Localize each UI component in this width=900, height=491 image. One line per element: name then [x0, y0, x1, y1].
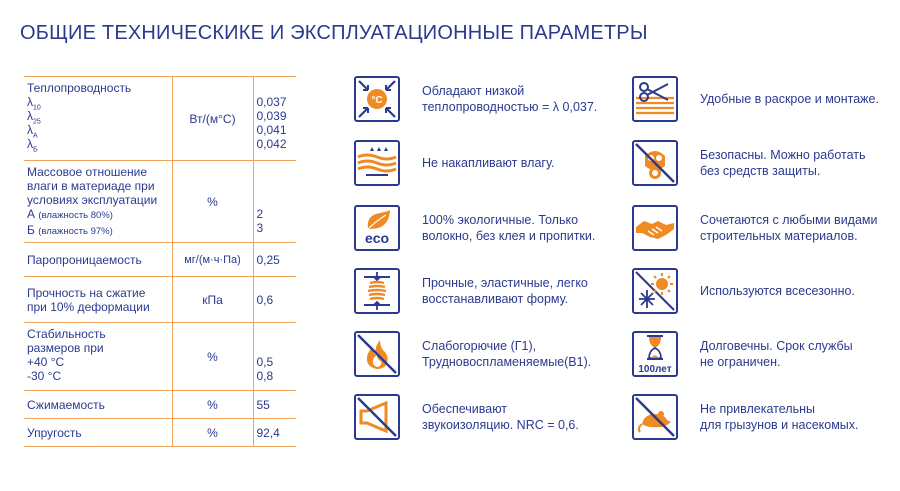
table-row [24, 277, 296, 323]
feature-item [354, 268, 588, 314]
lambda-25: $\lambda_{25}$ [27, 109, 41, 126]
hourglass-icon [632, 331, 678, 377]
param-unit: % [172, 391, 253, 419]
param-unit: мг/(м·ч·Па) [172, 243, 253, 277]
thermal-icon [354, 76, 400, 122]
no-rodent-icon [632, 394, 678, 440]
season-icon [632, 268, 678, 314]
feature-text: Не привлекательны для грызунов и насекомых. [700, 402, 859, 432]
param-name: Теплопроводность [27, 81, 132, 95]
feature-item [632, 331, 853, 377]
param-label: Б [27, 223, 35, 237]
feature-text: Сочетаются с любыми видами строительных материалов. [700, 213, 878, 243]
elastic-icon [354, 268, 400, 314]
param-note: (влажность 97%) [38, 226, 113, 237]
table-row [24, 243, 296, 277]
lambda-b: $\lambda_Б$ [27, 137, 38, 154]
sound-icon [354, 394, 400, 440]
param-name: Прочность на сжатие [27, 286, 146, 300]
param-name: при 10% деформации [27, 300, 150, 314]
param-value: 0,6 [253, 277, 296, 323]
table-row [24, 161, 296, 243]
feature-text: Обладают низкой теплопроводностью = λ 0,037. [422, 84, 598, 114]
feature-text: Удобные в раскрое и монтаже. [700, 92, 879, 106]
param-unit: кПа [172, 277, 253, 323]
moisture-icon [354, 140, 400, 186]
param-name: размеров при [27, 341, 104, 355]
param-unit: % [172, 419, 253, 447]
param-value: 0,042 [256, 137, 287, 151]
feature-text: 100% экологичные. Только волокно, без клея и пропитки. [422, 213, 596, 243]
scissors-icon [632, 76, 678, 122]
fire-icon [354, 331, 400, 377]
table-row [24, 323, 296, 391]
param-value: 92,4 [253, 419, 296, 447]
param-name: Массовое отношение [27, 165, 148, 179]
feature-text: Безопасны. Можно работать без средств защиты. [700, 148, 866, 178]
param-label: А [27, 207, 36, 221]
param-value: 55 [253, 391, 296, 419]
feature-item [632, 394, 859, 440]
feature-item [632, 140, 866, 186]
param-value: 0,8 [256, 369, 274, 383]
feature-item [354, 205, 595, 251]
param-name: влаги в материаде при [27, 179, 155, 193]
feature-text: Обеспечивают звукоизоляцию. NRC = 0,6. [422, 402, 579, 432]
handshake-icon [632, 205, 678, 251]
feature-item [354, 331, 591, 377]
param-unit: Вт/(м°С) [172, 77, 253, 161]
param-value: 2 [256, 207, 264, 221]
param-name: Упругость [24, 419, 172, 447]
param-value: 0,5 [256, 355, 274, 369]
hourglass-badge: 100лет [638, 364, 672, 375]
no-mask-icon [632, 140, 678, 186]
param-value: 0,037 [256, 95, 287, 109]
param-temp: -30 °С [27, 369, 62, 383]
param-name: условиях эксплуатации [27, 193, 158, 207]
thermal-badge: °C [371, 95, 383, 106]
table-row [24, 77, 296, 161]
param-name: Стабильность [27, 327, 106, 341]
feature-text: Долговечны. Срок службы не ограничен. [700, 339, 853, 369]
feature-text: Не накапливают влагу. [422, 156, 555, 170]
eco-badge: eco [364, 230, 390, 246]
param-value: 0,25 [253, 243, 296, 277]
param-temp: +40 °С [27, 355, 65, 369]
param-value: 0,041 [256, 123, 287, 137]
param-unit: % [172, 161, 253, 243]
table-row [24, 419, 296, 447]
feature-item [632, 205, 878, 251]
lambda-10: $\lambda_{10}$ [27, 95, 41, 112]
parameters-table [24, 76, 296, 447]
param-value: 3 [256, 221, 264, 235]
param-unit: % [172, 323, 253, 391]
feature-text: Прочные, эластичные, легко восстанавливают форму. [422, 276, 588, 306]
feature-text: Слабогорючие (Г1), Трудновоспламеняемые(В1). [422, 339, 592, 369]
param-name: Сжимаемость [24, 391, 172, 419]
table-row [24, 391, 296, 419]
lambda-a: $\lambda_A$ [27, 123, 38, 140]
param-note: (влажность 80%) [38, 210, 113, 221]
eco-icon [354, 205, 400, 251]
feature-text: Используются всесезонно. [700, 284, 855, 298]
feature-item [632, 76, 879, 122]
feature-item [354, 76, 597, 122]
param-value: 0,039 [256, 109, 287, 123]
param-name: Паропроницаемость [24, 243, 172, 277]
page-title: ОБЩИЕ ТЕХНИЧЕСКИКЕ И ЭКСПЛУАТАЦИОННЫЕ ПАРАМЕТРЫ [20, 22, 648, 44]
feature-item [354, 140, 554, 186]
feature-item [354, 394, 579, 440]
feature-item [632, 268, 855, 314]
